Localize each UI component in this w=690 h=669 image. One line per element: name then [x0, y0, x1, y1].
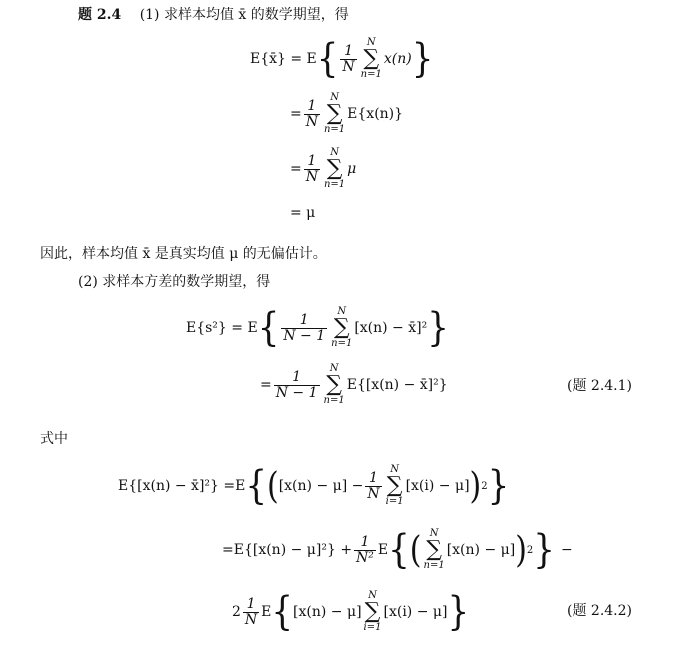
right-brace: } [533, 527, 555, 573]
eq3-tag: (题 2.4.2) [567, 603, 632, 619]
eq2-term: [x(n) − x̄]² [354, 320, 428, 336]
eq1-line3-summation: N ∑ n=1 [323, 147, 346, 190]
equals-sign: = [290, 161, 302, 177]
eq1-line4: = μ [290, 205, 316, 221]
eq3-line3-b: [x(i) − μ] [383, 604, 448, 620]
eq1-line2-term: E{x(n)} [347, 106, 404, 122]
left-brace: { [316, 36, 339, 82]
eq3-line2-summation: N ∑ n=1 [423, 528, 445, 571]
eq2-line2-fraction: $\frac{1}{N - 1}$ [275, 368, 318, 401]
eq3-inner-a: [x(n) − μ] − [278, 478, 364, 494]
eq1-line3-fraction: $\frac{1}{N}$ [305, 152, 318, 185]
right-brace: } [487, 463, 510, 509]
eq3-line2-power: 2 [526, 544, 534, 556]
eq3-power: 2 [481, 480, 488, 492]
eq2-line2 [260, 360, 448, 410]
eq2-line2-summation: N ∑ n=1 [323, 363, 345, 406]
left-brace: { [245, 463, 267, 509]
eq2-line2-term: E{[x(n) − x̄]²} [346, 377, 448, 393]
eq3-line2-E: E [377, 542, 389, 558]
eq3-line2-a: =E{[x(n) − μ]²} + [222, 542, 353, 558]
part1-intro: (1) 求样本均值 x̄ 的数学期望，得 [139, 7, 349, 23]
eq3-line3-E: E [261, 604, 272, 620]
right-paren: ) [469, 465, 482, 507]
left-brace: { [257, 305, 280, 351]
right-brace: } [427, 305, 449, 351]
right-paren: ) [515, 529, 527, 571]
eq2-summation: N ∑ n=1 [331, 306, 353, 349]
eq1-fraction: $\frac{1}{N}$ [342, 42, 355, 75]
eq1-line3-term: μ [347, 161, 357, 177]
eq3-line3-summation: N ∑ i=1 [363, 590, 382, 633]
eq3-line2-term: [x(n) − μ] [446, 542, 516, 558]
eq3-line3 [232, 584, 469, 640]
eq3-lhs: E{[x(n) − x̄]²} =E [118, 478, 246, 494]
eq2-tag: (题 2.4.1) [567, 378, 632, 394]
where-label: 式中 [40, 431, 68, 447]
eq1-term: x(n) [383, 51, 412, 67]
problem-label: 题 2.4 [78, 7, 122, 23]
left-paren: ( [266, 465, 279, 507]
right-brace: } [447, 589, 470, 635]
eq1-line2-fraction: $\frac{1}{N}$ [305, 97, 318, 130]
part2-intro: (2) 求样本方差的数学期望，得 [78, 274, 271, 290]
conclusion-text: 因此，样本均值 x̄ 是真实均值 μ 的无偏估计。 [40, 246, 327, 262]
left-brace: { [271, 589, 294, 635]
eq3-inner-b: [x(i) − μ] [405, 478, 470, 494]
eq1-line2 [290, 90, 403, 138]
eq3-line2-tail: − [560, 542, 573, 558]
eq3-line2 [222, 522, 573, 578]
eq1-summation: N ∑ n=1 [360, 37, 382, 80]
eq2-fraction: $\frac{1}{N - 1}$ [283, 311, 326, 344]
eq3-line3-fraction: $\frac{1}{N}$ [244, 595, 258, 628]
equals-sign: = [260, 377, 272, 393]
left-paren: ( [409, 529, 422, 571]
eq1-lhs: E{x̄} = E [250, 51, 317, 67]
eq3-line1 [118, 458, 509, 514]
eq3-summation: N ∑ i=1 [385, 464, 404, 507]
eq3-line3-a: [x(n) − μ] [293, 604, 362, 620]
eq3-line2-fraction: $\frac{1}{\text{N²}}$ [356, 533, 374, 566]
right-brace: } [411, 36, 434, 82]
eq1-line2-summation: N ∑ n=1 [323, 92, 346, 135]
eq2-line1 [186, 303, 449, 353]
eq1-line1 [250, 34, 433, 84]
eq3-fraction: $\frac{1}{N}$ [367, 469, 380, 502]
eq2-lhs: E{s²} = E [186, 320, 258, 336]
equals-sign: = [290, 106, 302, 122]
left-brace: { [388, 527, 410, 573]
eq1-line3 [290, 145, 356, 193]
eq3-line3-coef: 2 [232, 604, 241, 620]
problem-header [78, 4, 349, 24]
